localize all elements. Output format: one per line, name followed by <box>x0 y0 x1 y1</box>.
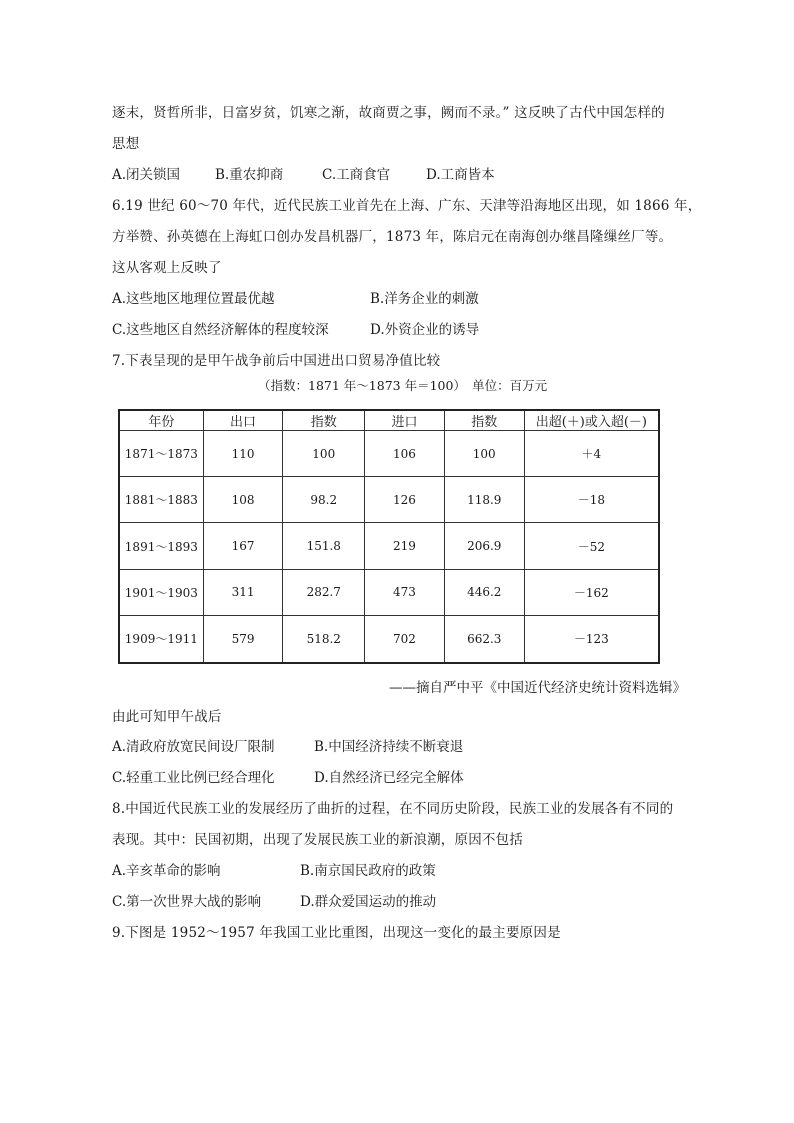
header-import: 进口 <box>365 410 445 431</box>
cell-export-index: 100 <box>283 431 365 477</box>
cell-import: 219 <box>365 523 445 569</box>
cell-import-index: 206.9 <box>444 523 524 569</box>
q5-option-c: C.工商食官 <box>322 167 391 183</box>
q8-option-b: B.南京国民政府的政策 <box>300 863 436 879</box>
cell-balance: －123 <box>524 615 659 663</box>
table-row <box>119 477 659 523</box>
cell-export-index: 151.8 <box>283 523 365 569</box>
header-balance: 出超(＋)或入超(－) <box>524 410 659 431</box>
cell-year: 1871～1873 <box>119 431 203 477</box>
header-export-index: 指数 <box>283 410 365 431</box>
q7-option-c: C.轻重工业比例已经合理化 <box>112 770 275 786</box>
cell-import: 106 <box>365 431 445 477</box>
q6-option-a: A.这些地区地理位置最优越 <box>112 291 275 307</box>
cell-import-index: 662.3 <box>444 615 524 663</box>
cell-balance: －52 <box>524 523 659 569</box>
q6-text-line-1: 6.19 世纪 60～70 年代，近代民族工业首先在上海、广东、天津等沿海地区出现，如 1866 年， <box>112 198 702 214</box>
q7-option-b: B.中国经济持续不断衰退 <box>314 739 464 755</box>
cell-export: 311 <box>203 569 283 615</box>
cell-import: 702 <box>365 615 445 663</box>
cell-export-index: 518.2 <box>283 615 365 663</box>
cell-export: 579 <box>203 615 283 663</box>
q5-option-d: D.工商皆本 <box>426 167 495 183</box>
cell-balance: －18 <box>524 477 659 523</box>
q5-option-a: A.闭关锁国 <box>112 167 181 183</box>
q6-option-c: C.这些地区自然经济解体的程度较深 <box>112 322 329 338</box>
trade-table <box>118 409 660 664</box>
cell-export: 110 <box>203 431 283 477</box>
q5-text-line-1: 逐末，贤哲所非，日富岁贫，饥寒之渐，故商贾之事，阙而不录。” 这反映了古代中国怎样的 <box>112 105 665 121</box>
cell-balance: －162 <box>524 569 659 615</box>
q5-text-line-2: 思想 <box>112 136 140 152</box>
cell-export-index: 98.2 <box>283 477 365 523</box>
q8-text-line-2: 表现。其中：民国初期，出现了发展民族工业的新浪潮，原因不包括 <box>112 832 523 848</box>
q7-option-d: D.自然经济已经完全解体 <box>314 770 464 786</box>
cell-import-index: 100 <box>444 431 524 477</box>
table-source: ——摘自严中平《中国近代经济史统计资料选辑》 <box>389 680 686 696</box>
q9-text-line-1: 9.下图是 1952～1957 年我国工业比重图，出现这一变化的最主要原因是 <box>112 925 561 941</box>
cell-import-index: 118.9 <box>444 477 524 523</box>
q7-question: 由此可知甲午战后 <box>112 709 222 725</box>
header-year: 年份 <box>119 410 203 431</box>
q5-option-b: B.重农抑商 <box>215 167 284 183</box>
q6-text-line-2: 方举赞、孙英德在上海虹口创办发昌机器厂，1873 年，陈启元在南海创办继昌隆缫丝厂等。 <box>112 229 673 245</box>
cell-year: 1881～1883 <box>119 477 203 523</box>
cell-export: 108 <box>203 477 283 523</box>
table-row <box>119 615 659 663</box>
q7-option-a: A.清政府放宽民间设厂限制 <box>112 739 275 755</box>
cell-balance: ＋4 <box>524 431 659 477</box>
cell-year: 1891～1893 <box>119 523 203 569</box>
table-row <box>119 523 659 569</box>
table-row <box>119 431 659 477</box>
header-import-index: 指数 <box>444 410 524 431</box>
q8-option-c: C.第一次世界大战的影响 <box>112 894 262 910</box>
table-row <box>119 569 659 615</box>
cell-year: 1901～1903 <box>119 569 203 615</box>
q6-option-b: B.洋务企业的刺激 <box>370 291 479 307</box>
q7-stem: 7.下表呈现的是甲午战争前后中国进出口贸易净值比较 <box>112 353 441 369</box>
q8-text-line-1: 8.中国近代民族工业的发展经历了曲折的过程，在不同历史阶段，民族工业的发展各有不同的 <box>112 801 674 817</box>
q8-option-a: A.辛亥革命的影响 <box>112 863 221 879</box>
q6-text-line-3: 这从客观上反映了 <box>112 260 222 276</box>
table-header-row <box>119 410 659 431</box>
table-caption: （指数：1871 年～1873 年＝100） 单位：百万元 <box>258 378 548 393</box>
q8-option-d: D.群众爱国运动的推动 <box>300 894 437 910</box>
cell-import-index: 446.2 <box>444 569 524 615</box>
header-export: 出口 <box>203 410 283 431</box>
cell-import: 473 <box>365 569 445 615</box>
q6-option-d: D.外资企业的诱导 <box>370 322 480 338</box>
cell-export: 167 <box>203 523 283 569</box>
cell-import: 126 <box>365 477 445 523</box>
cell-export-index: 282.7 <box>283 569 365 615</box>
cell-year: 1909～1911 <box>119 615 203 663</box>
